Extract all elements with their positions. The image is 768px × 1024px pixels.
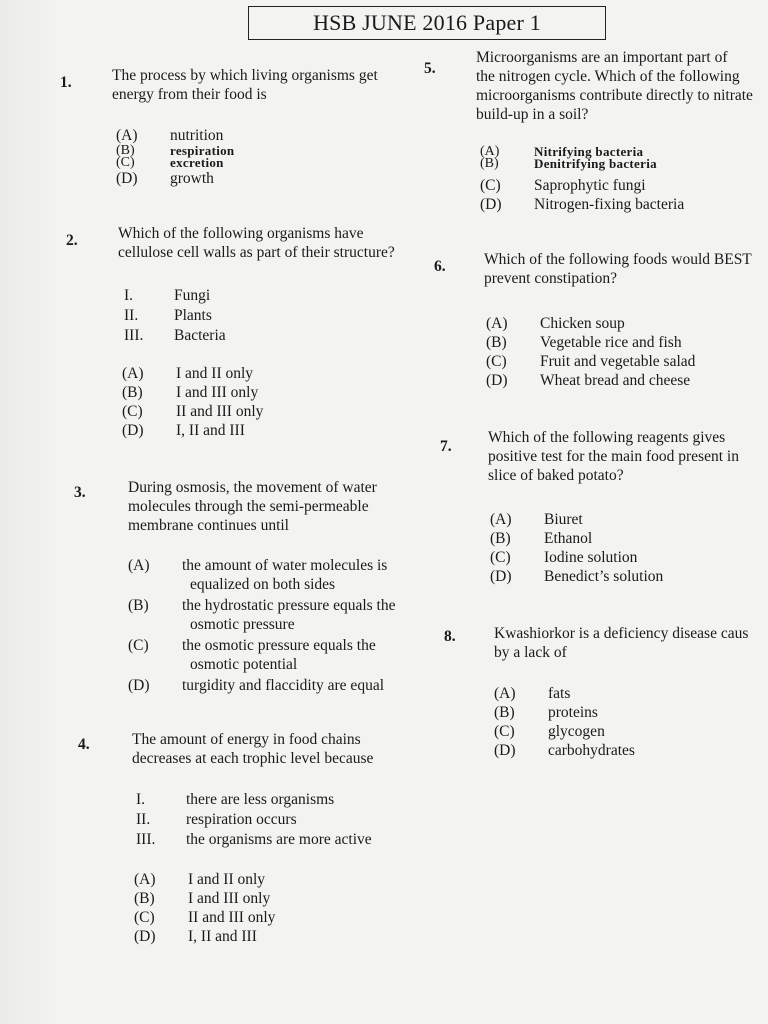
option: (B) proteins — [494, 704, 598, 721]
option: (B) Denitrifying bacteria — [480, 156, 657, 171]
question-stem — [128, 478, 418, 535]
option: (C) Fruit and vegetable salad — [486, 353, 696, 370]
options-list — [494, 684, 635, 760]
option: (C) glycogen — [494, 723, 605, 740]
roman-item: II. respiration occurs — [136, 811, 297, 828]
option: (C) excretion — [116, 155, 224, 170]
question-stem — [118, 224, 418, 262]
option: (A) I and II only — [134, 871, 266, 888]
roman-list — [136, 790, 372, 850]
stem-line: prevent constipation? — [484, 270, 617, 287]
question-number: 3. — [74, 484, 86, 501]
stem-line: Which of the following foods would BEST — [484, 251, 752, 268]
option: (C) Iodine solution — [490, 549, 638, 566]
question-number: 7. — [440, 438, 452, 455]
question-stem — [484, 250, 768, 288]
roman-item: III. the organisms are more active — [136, 831, 372, 848]
option: (B) I and III only — [122, 384, 259, 401]
option: (B) I and III only — [134, 890, 271, 907]
option: (C) II and III only — [134, 909, 276, 926]
option: (D) carbohydrates — [494, 742, 635, 759]
stem-line: by a lack of — [494, 644, 567, 661]
options-list — [486, 314, 695, 390]
stem-line: membrane continues until — [128, 517, 289, 534]
option: (C) Saprophytic fungi — [480, 177, 646, 194]
option: (A) Biuret — [490, 511, 583, 528]
scan-shadow — [0, 0, 60, 1024]
question-number: 4. — [78, 736, 90, 753]
question-stem — [112, 66, 402, 104]
option: (C) II and III only — [122, 403, 264, 420]
stem-line: decreases at each trophic level because — [132, 750, 374, 767]
option: (A) I and II only — [122, 365, 254, 382]
roman-item: II. Plants — [124, 307, 212, 324]
stem-line: molecules through the semi-permeable — [128, 498, 369, 515]
roman-item: I. Fungi — [124, 287, 211, 304]
options-list — [134, 870, 275, 946]
options-list — [122, 364, 263, 440]
option: (D) Nitrogen-fixing bacteria — [480, 196, 685, 213]
stem-line: Which of the following organisms have — [118, 225, 364, 242]
stem-line: Microorganisms are an important part of — [476, 49, 728, 66]
roman-item: III. Bacteria — [124, 327, 226, 344]
option: (B) respiration — [116, 143, 235, 158]
option: (A) Nitrifying bacteria — [480, 144, 644, 159]
option: (A) Chicken soup — [486, 315, 625, 332]
stem-line: cellulose cell walls as part of their structure? — [118, 244, 395, 261]
option: (B) Ethanol — [490, 530, 593, 547]
stem-line: During osmosis, the movement of water — [128, 479, 377, 496]
question-stem — [488, 428, 768, 485]
roman-item: I. there are less organisms — [136, 791, 335, 808]
options-list — [490, 510, 663, 586]
option: (D) Benedict’s solution — [490, 568, 664, 585]
option: (D) Wheat bread and cheese — [486, 372, 691, 389]
option: (B) Vegetable rice and fish — [486, 334, 682, 351]
stem-line: The process by which living organisms get — [112, 67, 378, 84]
option: (B) the hydrostatic pressure equals the osmotic pressure — [128, 597, 396, 633]
question-stem — [476, 48, 766, 124]
option: (D) I, II and III — [122, 422, 245, 439]
question-number: 2. — [66, 232, 78, 249]
option: (C) the osmotic pressure equals the osmotic potential — [128, 637, 376, 673]
question-number: 6. — [434, 258, 446, 275]
stem-line: slice of baked potato? — [488, 467, 624, 484]
question-number: 8. — [444, 628, 456, 645]
question-stem — [494, 624, 768, 662]
question-number: 1. — [60, 74, 72, 91]
option: (D) turgidity and flaccidity are equal — [128, 677, 384, 694]
stem-line: Kwashiorkor is a deficiency disease caus — [494, 625, 749, 642]
option: (D) growth — [116, 170, 214, 187]
stem-line: Which of the following reagents gives — [488, 429, 726, 446]
stem-line: The amount of energy in food chains — [132, 731, 361, 748]
options-list — [116, 126, 234, 188]
stem-line: positive test for the main food present in — [488, 448, 739, 465]
stem-line: energy from their food is — [112, 86, 267, 103]
options-list — [480, 146, 684, 214]
option: (D) I, II and III — [134, 928, 257, 945]
question-number: 5. — [424, 60, 436, 77]
roman-list — [124, 286, 226, 346]
option: (A) the amount of water molecules is equalized on both sides — [128, 557, 388, 593]
stem-line: microorganisms contribute directly to nitrate — [476, 87, 753, 104]
stem-line: the nitrogen cycle. Which of the following — [476, 68, 740, 85]
question-stem — [132, 730, 422, 768]
options-list — [128, 556, 396, 695]
option: (A) nutrition — [116, 127, 224, 144]
stem-line: build-up in a soil? — [476, 106, 589, 123]
page-title: HSB JUNE 2016 Paper 1 — [248, 6, 606, 40]
option: (A) fats — [494, 685, 571, 702]
